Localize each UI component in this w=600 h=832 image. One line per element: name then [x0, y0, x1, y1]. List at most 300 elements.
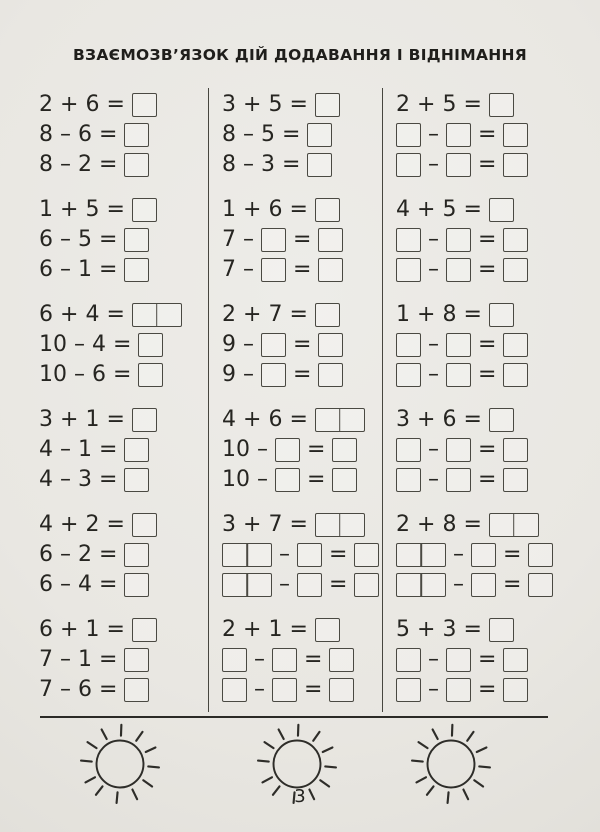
equals-sign: =: [478, 122, 497, 147]
equation-row: [396, 225, 578, 255]
operand: 6: [268, 407, 283, 432]
operator: +: [417, 92, 436, 117]
equals-sign: =: [304, 677, 323, 702]
equation-row: [222, 330, 382, 360]
answer-box[interactable]: [396, 333, 421, 357]
answer-box[interactable]: [396, 363, 421, 387]
operator: –: [453, 542, 464, 567]
equals-sign: =: [329, 572, 348, 597]
equation-row: [222, 510, 382, 540]
answer-box[interactable]: [275, 438, 300, 462]
equation-group: [39, 510, 208, 600]
operand: 6: [39, 257, 53, 282]
answer-box[interactable]: [272, 648, 297, 672]
operand: 5: [78, 227, 92, 252]
operand: 7: [222, 257, 236, 282]
answer-box[interactable]: [489, 303, 514, 327]
answer-box[interactable]: [318, 363, 343, 387]
operator: –: [243, 332, 254, 357]
equation-group: [396, 615, 578, 705]
equals-sign: =: [463, 92, 482, 117]
operator: –: [60, 677, 71, 702]
operator: +: [243, 617, 262, 642]
equation-row: [222, 540, 382, 570]
equals-sign: =: [463, 302, 482, 327]
answer-box[interactable]: [307, 123, 332, 147]
equation-row: [396, 195, 578, 225]
answer-box[interactable]: [446, 333, 471, 357]
answer-box[interactable]: [124, 468, 149, 492]
answer-box[interactable]: [446, 438, 471, 462]
equation-row: [222, 435, 382, 465]
operator: –: [60, 542, 71, 567]
operand: 4: [78, 572, 92, 597]
equals-sign: =: [99, 437, 118, 462]
answer-box[interactable]: [132, 93, 157, 117]
equation-row: [222, 90, 382, 120]
equation-row: [222, 645, 382, 675]
operator: –: [74, 362, 85, 387]
operand: 6: [442, 407, 457, 432]
operand: 5: [261, 122, 275, 147]
answer-box[interactable]: [446, 363, 471, 387]
operand: 6: [78, 677, 92, 702]
operand: 1: [78, 257, 92, 282]
answer-box[interactable]: [315, 618, 340, 642]
answer-box[interactable]: [446, 468, 471, 492]
operator: +: [417, 512, 436, 537]
equals-sign: =: [293, 332, 312, 357]
operator: –: [428, 647, 439, 672]
operand: 9: [222, 332, 236, 357]
answer-box[interactable]: [315, 93, 340, 117]
equals-sign: =: [503, 542, 522, 567]
answer-box[interactable]: [489, 408, 514, 432]
operator: –: [243, 362, 254, 387]
equation-group: [396, 195, 578, 285]
answer-box[interactable]: [297, 543, 322, 567]
equals-sign: =: [289, 407, 308, 432]
equation-row: [39, 435, 208, 465]
operator: –: [60, 572, 71, 597]
operator: –: [254, 677, 265, 702]
operand: 4: [85, 302, 100, 327]
operator: –: [428, 362, 439, 387]
equals-sign: =: [478, 677, 497, 702]
equals-sign: =: [99, 647, 118, 672]
operator: +: [243, 302, 262, 327]
equation-group: [396, 300, 578, 390]
equation-row: [39, 540, 208, 570]
equals-sign: =: [307, 437, 326, 462]
operator: +: [60, 197, 79, 222]
answer-box[interactable]: [124, 438, 149, 462]
equation-row: [39, 255, 208, 285]
answer-box[interactable]: [503, 468, 528, 492]
operator: +: [60, 617, 79, 642]
operand: 4: [39, 467, 53, 492]
answer-box[interactable]: [272, 678, 297, 702]
equals-sign: =: [106, 512, 125, 537]
operand: 7: [39, 647, 53, 672]
answer-box[interactable]: [446, 153, 471, 177]
operator: –: [254, 647, 265, 672]
operator: –: [60, 227, 71, 252]
answer-box[interactable]: [132, 198, 157, 222]
exercise-column-3: [382, 88, 578, 712]
answer-box[interactable]: [329, 678, 354, 702]
answer-box[interactable]: [503, 123, 528, 147]
answer-box[interactable]: [489, 93, 514, 117]
equation-row: [222, 150, 382, 180]
answer-box[interactable]: [318, 333, 343, 357]
equation-group: [396, 510, 578, 600]
operator: –: [428, 122, 439, 147]
operator: –: [60, 647, 71, 672]
operand: 3: [442, 617, 457, 642]
answer-box-double[interactable]: [396, 543, 446, 567]
answer-box[interactable]: [124, 648, 149, 672]
equation-group: [222, 405, 382, 495]
operand: 6: [39, 617, 53, 642]
equation-row: [396, 615, 578, 645]
operand: 10: [39, 362, 67, 387]
equals-sign: =: [99, 227, 118, 252]
equation-row: [396, 645, 578, 675]
operator: –: [60, 122, 71, 147]
equation-row: [222, 405, 382, 435]
equation-row: [39, 465, 208, 495]
operand: 8: [222, 152, 236, 177]
equation-group: [39, 195, 208, 285]
equation-row: [396, 465, 578, 495]
operand: 3: [39, 407, 53, 432]
equation-row: [222, 465, 382, 495]
operand: 2: [396, 512, 410, 537]
answer-box-double[interactable]: [222, 573, 272, 597]
answer-box[interactable]: [124, 678, 149, 702]
answer-box[interactable]: [124, 573, 149, 597]
equation-row: [39, 150, 208, 180]
equation-group: [39, 405, 208, 495]
equals-sign: =: [106, 302, 125, 327]
answer-box[interactable]: [354, 573, 379, 597]
operand: 3: [78, 467, 92, 492]
operand: 5: [268, 92, 283, 117]
answer-box[interactable]: [528, 543, 553, 567]
answer-box[interactable]: [138, 333, 163, 357]
equation-group: [39, 90, 208, 180]
operand: 6: [39, 542, 53, 567]
answer-box[interactable]: [261, 258, 286, 282]
exercise-column-1: [26, 88, 208, 712]
operator: –: [257, 437, 268, 462]
equation-row: [396, 255, 578, 285]
equation-row: [396, 435, 578, 465]
equation-row: [222, 570, 382, 600]
operand: 6: [92, 362, 106, 387]
equals-sign: =: [478, 362, 497, 387]
equation-row: [39, 195, 208, 225]
operand: 6: [39, 572, 53, 597]
equation-row: [222, 360, 382, 390]
answer-box[interactable]: [261, 228, 286, 252]
operand: 2: [222, 302, 236, 327]
equals-sign: =: [293, 227, 312, 252]
operand: 7: [268, 512, 283, 537]
operand: 2: [78, 542, 92, 567]
equation-row: [396, 330, 578, 360]
answer-box[interactable]: [396, 438, 421, 462]
equation-row: [39, 645, 208, 675]
equals-sign: =: [99, 467, 118, 492]
answer-box[interactable]: [446, 228, 471, 252]
equation-group: [222, 195, 382, 285]
operand: 2: [222, 617, 236, 642]
equation-row: [222, 120, 382, 150]
answer-box[interactable]: [222, 678, 247, 702]
equation-row: [39, 225, 208, 255]
operand: 1: [222, 197, 236, 222]
operand: 5: [85, 197, 100, 222]
answer-box[interactable]: [503, 678, 528, 702]
operand: 10: [39, 332, 67, 357]
equation-row: [39, 330, 208, 360]
equals-sign: =: [282, 122, 301, 147]
answer-box-double[interactable]: [315, 513, 365, 537]
answer-box[interactable]: [124, 123, 149, 147]
answer-box[interactable]: [318, 258, 343, 282]
answer-box[interactable]: [124, 228, 149, 252]
answer-box-double[interactable]: [222, 543, 272, 567]
answer-box[interactable]: [503, 258, 528, 282]
equals-sign: =: [99, 542, 118, 567]
operand: 3: [222, 92, 236, 117]
answer-box[interactable]: [396, 468, 421, 492]
answer-box-double[interactable]: [396, 573, 446, 597]
operator: –: [60, 152, 71, 177]
equation-row: [39, 120, 208, 150]
equation-group: [222, 300, 382, 390]
equation-row: [222, 195, 382, 225]
equation-row: [396, 150, 578, 180]
operator: –: [453, 572, 464, 597]
answer-box[interactable]: [132, 618, 157, 642]
equals-sign: =: [99, 257, 118, 282]
equation-row: [39, 360, 208, 390]
operand: 5: [442, 92, 457, 117]
operand: 1: [78, 647, 92, 672]
answer-box[interactable]: [489, 618, 514, 642]
answer-box[interactable]: [132, 513, 157, 537]
equation-row: [39, 405, 208, 435]
equals-sign: =: [463, 407, 482, 432]
answer-box[interactable]: [315, 198, 340, 222]
equals-sign: =: [99, 152, 118, 177]
answer-box[interactable]: [307, 153, 332, 177]
equation-group: [396, 90, 578, 180]
equation-row: [222, 300, 382, 330]
operand: 3: [222, 512, 236, 537]
answer-box-double[interactable]: [315, 408, 365, 432]
equation-row: [39, 300, 208, 330]
answer-box[interactable]: [396, 258, 421, 282]
equals-sign: =: [478, 257, 497, 282]
operand: 6: [85, 92, 100, 117]
equals-sign: =: [463, 197, 482, 222]
equation-row: [39, 570, 208, 600]
answer-box[interactable]: [471, 573, 496, 597]
operand: 4: [222, 407, 236, 432]
operator: +: [60, 92, 79, 117]
answer-box[interactable]: [396, 123, 421, 147]
answer-box[interactable]: [396, 228, 421, 252]
answer-box[interactable]: [332, 468, 357, 492]
operand: 8: [39, 152, 53, 177]
equals-sign: =: [478, 332, 497, 357]
equation-row: [396, 540, 578, 570]
answer-box[interactable]: [446, 258, 471, 282]
equals-sign: =: [478, 152, 497, 177]
answer-box[interactable]: [315, 303, 340, 327]
operand: 8: [222, 122, 236, 147]
answer-box[interactable]: [329, 648, 354, 672]
answer-box[interactable]: [396, 678, 421, 702]
operator: +: [60, 302, 79, 327]
operator: +: [243, 407, 262, 432]
operator: +: [417, 302, 436, 327]
equals-sign: =: [282, 152, 301, 177]
answer-box[interactable]: [332, 438, 357, 462]
equals-sign: =: [106, 197, 125, 222]
operator: –: [428, 257, 439, 282]
equals-sign: =: [478, 647, 497, 672]
equation-row: [396, 510, 578, 540]
operand: 3: [261, 152, 275, 177]
operand: 5: [442, 197, 457, 222]
operand: 2: [78, 152, 92, 177]
answer-box[interactable]: [354, 543, 379, 567]
answer-box[interactable]: [503, 333, 528, 357]
equation-row: [396, 675, 578, 705]
equation-group: [39, 300, 208, 390]
equals-sign: =: [106, 407, 125, 432]
operator: –: [60, 467, 71, 492]
operator: –: [428, 152, 439, 177]
answer-box[interactable]: [503, 228, 528, 252]
answer-box[interactable]: [503, 363, 528, 387]
answer-box[interactable]: [489, 198, 514, 222]
answer-box[interactable]: [446, 123, 471, 147]
operand: 1: [268, 617, 283, 642]
answer-box[interactable]: [318, 228, 343, 252]
equation-row: [39, 615, 208, 645]
equals-sign: =: [329, 542, 348, 567]
equation-row: [396, 300, 578, 330]
equals-sign: =: [463, 617, 482, 642]
equals-sign: =: [304, 647, 323, 672]
operand: 1: [396, 302, 410, 327]
operand: 7: [268, 302, 283, 327]
worksheet: [26, 88, 578, 712]
equals-sign: =: [289, 302, 308, 327]
equation-row: [222, 615, 382, 645]
operand: 1: [39, 197, 53, 222]
answer-box[interactable]: [261, 363, 286, 387]
operand: 10: [222, 437, 250, 462]
operator: –: [279, 542, 290, 567]
operator: +: [417, 617, 436, 642]
equals-sign: =: [478, 227, 497, 252]
answer-box[interactable]: [275, 468, 300, 492]
answer-box[interactable]: [297, 573, 322, 597]
operator: –: [243, 122, 254, 147]
answer-box[interactable]: [471, 543, 496, 567]
operand: 8: [39, 122, 53, 147]
operator: –: [60, 257, 71, 282]
answer-box[interactable]: [503, 648, 528, 672]
operator: –: [428, 467, 439, 492]
operand: 7: [222, 227, 236, 252]
operand: 6: [78, 122, 92, 147]
answer-box-double[interactable]: [489, 513, 539, 537]
equals-sign: =: [106, 617, 125, 642]
answer-box[interactable]: [446, 648, 471, 672]
operand: 2: [85, 512, 100, 537]
equation-row: [396, 90, 578, 120]
answer-box[interactable]: [124, 153, 149, 177]
answer-box[interactable]: [528, 573, 553, 597]
operand: 1: [85, 407, 100, 432]
equals-sign: =: [99, 572, 118, 597]
equation-row: [396, 405, 578, 435]
operator: –: [428, 437, 439, 462]
answer-box-double[interactable]: [132, 303, 182, 327]
answer-box[interactable]: [124, 258, 149, 282]
equals-sign: =: [113, 362, 132, 387]
equation-row: [222, 255, 382, 285]
equals-sign: =: [113, 332, 132, 357]
answer-box[interactable]: [261, 333, 286, 357]
operand: 9: [222, 362, 236, 387]
answer-box[interactable]: [503, 438, 528, 462]
equation-row: [39, 90, 208, 120]
operand: 8: [442, 302, 457, 327]
equals-sign: =: [293, 362, 312, 387]
answer-box[interactable]: [132, 408, 157, 432]
operand: 5: [396, 617, 410, 642]
answer-box[interactable]: [124, 543, 149, 567]
answer-box[interactable]: [446, 678, 471, 702]
equals-sign: =: [293, 257, 312, 282]
answer-box[interactable]: [222, 648, 247, 672]
operand: 6: [268, 197, 283, 222]
equals-sign: =: [289, 197, 308, 222]
answer-box[interactable]: [503, 153, 528, 177]
equation-group: [39, 615, 208, 705]
operand: 6: [39, 302, 53, 327]
operator: +: [60, 512, 79, 537]
operand: 4: [396, 197, 410, 222]
equation-row: [39, 510, 208, 540]
answer-box[interactable]: [396, 648, 421, 672]
page-title: ВЗАЄМОЗВ’ЯЗОК ДІЙ ДОДАВАННЯ І ВІДНІМАННЯ: [72, 46, 528, 64]
operator: –: [60, 437, 71, 462]
answer-box[interactable]: [138, 363, 163, 387]
equals-sign: =: [99, 122, 118, 147]
answer-box[interactable]: [396, 153, 421, 177]
equals-sign: =: [289, 617, 308, 642]
